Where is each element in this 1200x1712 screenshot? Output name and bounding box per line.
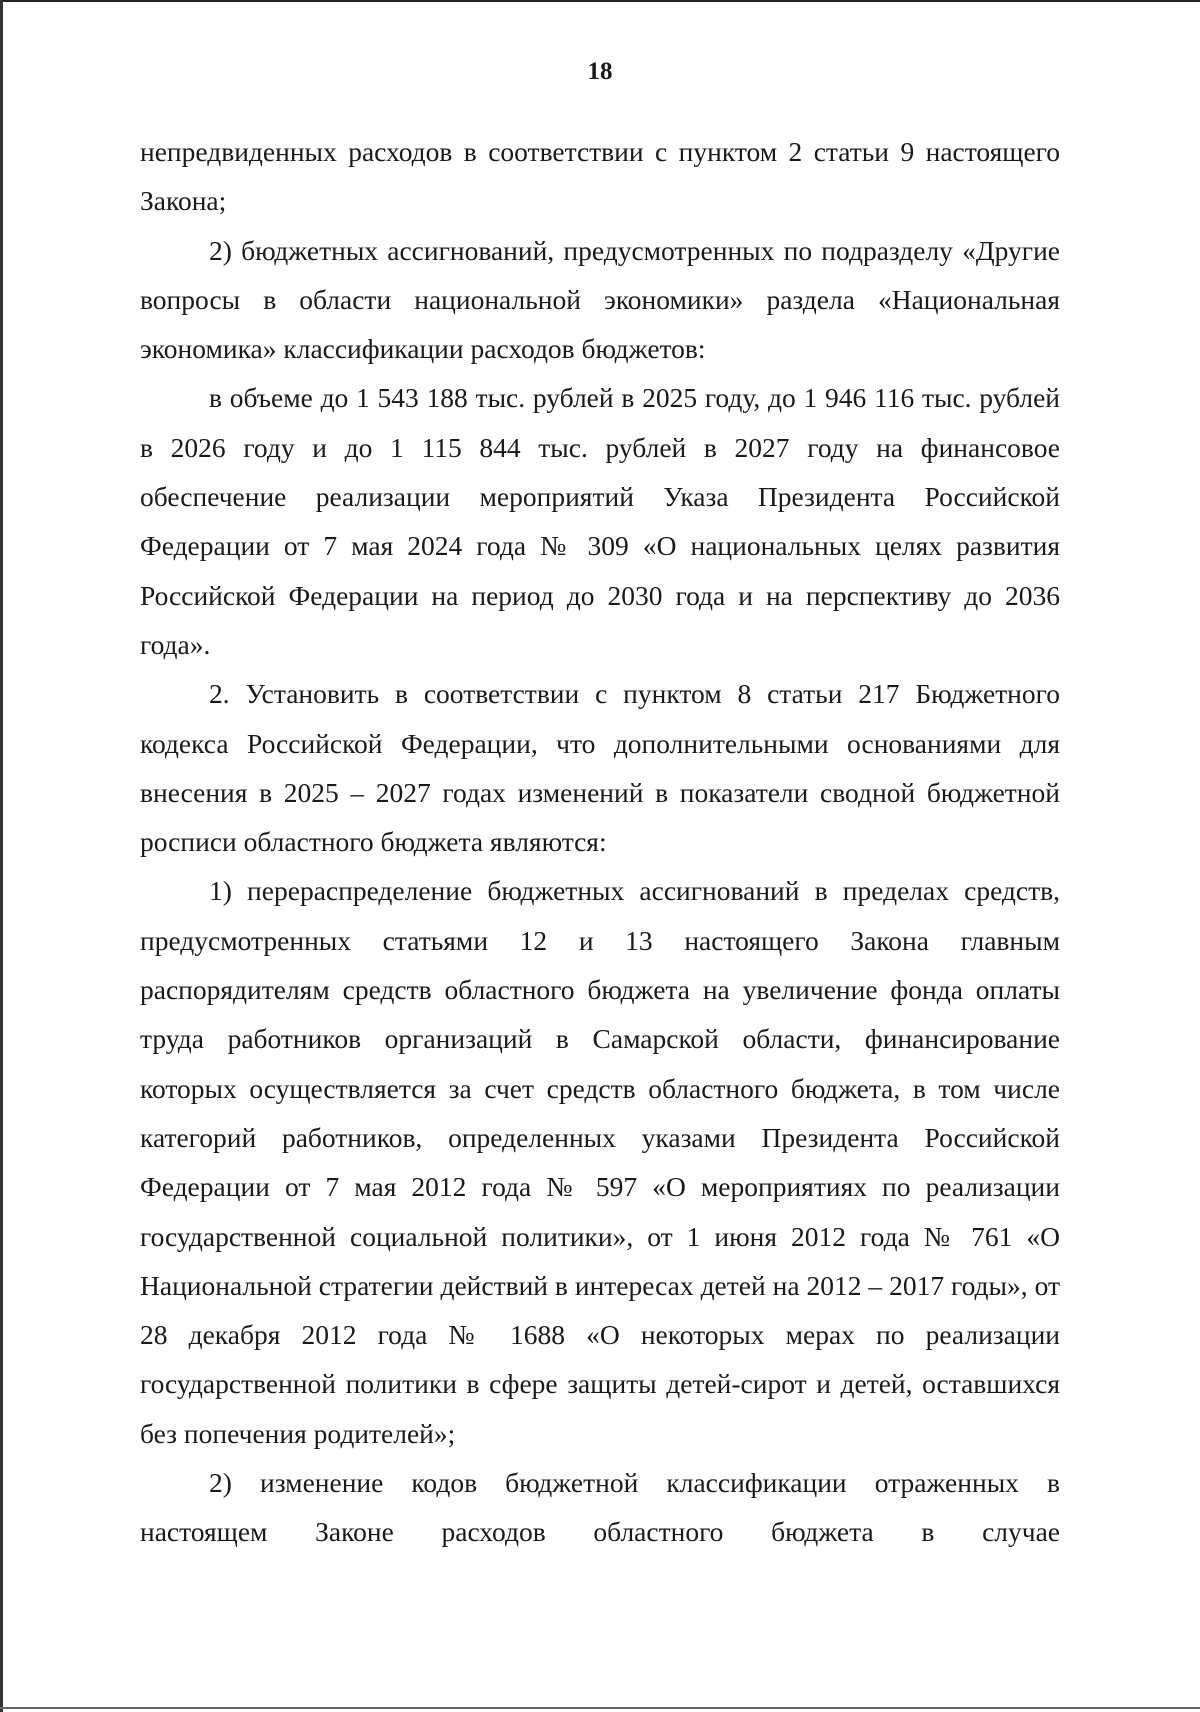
- document-body: [140, 127, 1060, 1557]
- paragraph-continuation: непредвиденных расходов в соответствии с пунктом 2 статьи 9 настоящего Закона;: [140, 136, 1060, 217]
- scan-edge-top: [0, 0, 1200, 2]
- paragraph-item-2-code-changes: 2) изменение кодов бюджетной классификации отраженных в настоящем Законе расходов областного бюджета в случае: [140, 1467, 1060, 1548]
- paragraph-amounts: в объеме до 1 543 188 тыс. рублей в 2025 году, до 1 946 116 тыс. рублей в 2026 году и до 1 115 844 тыс. рублей в 2027 году на финансовое обеспечение реализации мероприятий Указа Президента Российской Федерации от 7 мая 2024 года № 309 «О национальных целях развития Российской Федерации на период до 2030 года и на перспективу до 2036 года».: [140, 382, 1060, 660]
- page-number: 18: [587, 58, 613, 85]
- paragraph-item-2-budget-allocations: 2) бюджетных ассигнований, предусмотренных по подразделу «Другие вопросы в области национальной экономики» раздела «Национальная экономика» классификации расходов бюджетов:: [140, 234, 1060, 365]
- paragraph-item-1-redistribution: 1) перераспределение бюджетных ассигнований в пределах средств, предусмотренных статьями 12 и 13 настоящего Закона главным распорядителям средств областного бюджета на увеличение фонда оплаты труда работников организаций в Самарской области, финансирование которых осуществляется за счет средств областного бюджета, в том числе категорий работников, определенных указами Президента Российской Федерации от 7 мая 2012 года № 597 «О мероприятиях по реализации государственной социальной политики», от 1 июня 2012 года № 761 «О Национальной стратегии действий в интересах детей на 2012 – 2017 годы», от 28 декабря 2012 года № 1688 «О некоторых мерах по реализации государственной политики в сфере защиты детей-сирот и детей, оставшихся без попечения родителей»;: [140, 875, 1060, 1449]
- scan-edge-bottom: [0, 1707, 1200, 1709]
- paragraph-section-2: 2. Установить в соответствии с пунктом 8 статьи 217 Бюджетного кодекса Российской Федерации, что дополнительными основаниями для внесения в 2025 – 2027 годах изменений в показатели сводной бюджетной росписи областного бюджета являются:: [140, 678, 1060, 858]
- scan-edge-left: [0, 0, 3, 1712]
